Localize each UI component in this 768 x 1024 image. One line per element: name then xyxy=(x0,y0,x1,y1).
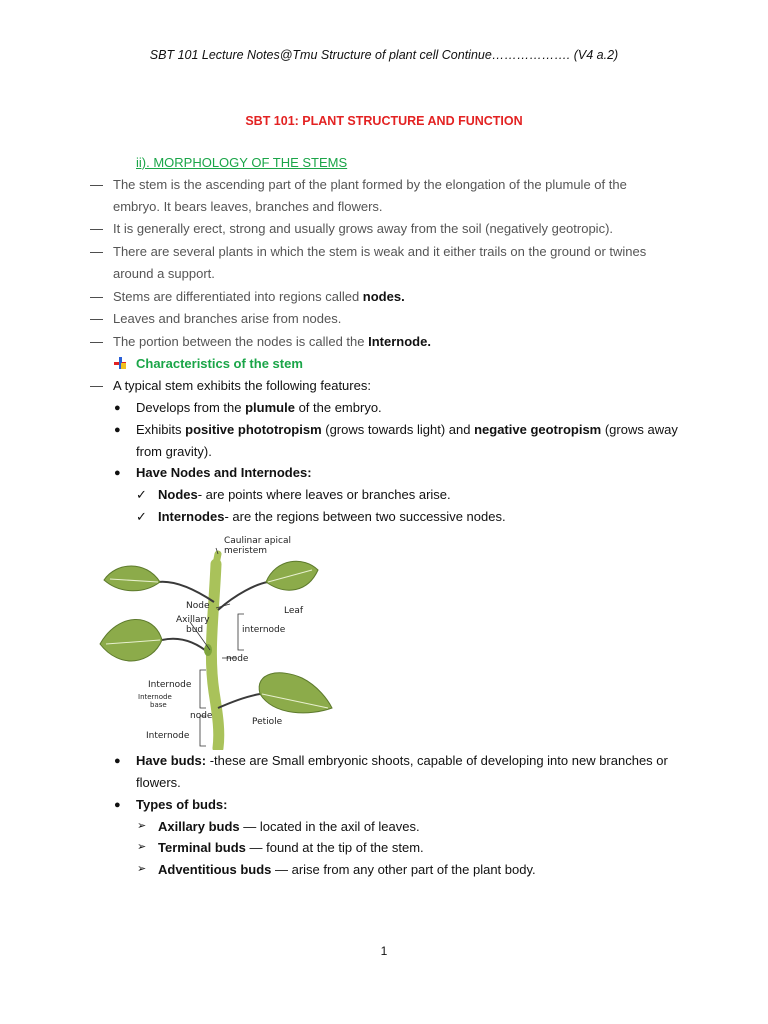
bullet-icon: ● xyxy=(114,799,121,811)
terminal-buds-item: Terminal buds — found at the tip of the stem. xyxy=(158,840,424,855)
bullet-icon: ● xyxy=(114,424,121,436)
document-title: SBT 101: PLANT STRUCTURE AND FUNCTION xyxy=(245,114,523,128)
label-internode-small: internode xyxy=(242,625,286,635)
check-icon: ✓ xyxy=(136,487,147,502)
label-internode-big: Internode xyxy=(148,680,192,690)
dash-marker: — xyxy=(90,334,103,349)
label-leaf: Leaf xyxy=(284,606,304,616)
page-number: 1 xyxy=(380,944,388,958)
morph-line-1b: embryo. It bears leaves, branches and flowers. xyxy=(113,199,383,214)
typical-intro: A typical stem exhibits the following features: xyxy=(113,378,371,393)
leaf-top-left xyxy=(104,566,160,591)
morph-line-3b: around a support. xyxy=(113,266,215,281)
arrow-icon: ➢ xyxy=(137,820,147,832)
label-base-1: Internode xyxy=(138,693,172,701)
morph-line-5: Leaves and branches arise from nodes. xyxy=(113,311,342,326)
dash-marker: — xyxy=(90,244,103,259)
leaf-middle-left xyxy=(100,619,162,660)
types-of-buds-heading: Types of buds: xyxy=(136,797,228,812)
morph-line-1a: The stem is the ascending part of the plant formed by the elongation of the plumule of the xyxy=(113,177,627,192)
morph-line-6: The portion between the nodes is called the Internode. xyxy=(113,334,431,349)
label-axillary-1: Axillary xyxy=(176,615,210,625)
label-axillary-2: bud xyxy=(186,625,204,635)
stem-shape xyxy=(211,564,218,748)
morphology-heading: ii). MORPHOLOGY OF THE STEMS xyxy=(136,155,348,170)
axillary-bud-shape xyxy=(204,644,212,656)
feature-plumule: Develops from the plumule of the embryo. xyxy=(136,400,382,415)
have-buds-line: Have buds: -these are Small embryonic shoots, capable of developing into new branches or xyxy=(136,753,668,768)
feature-tropism-cont: from gravity). xyxy=(136,444,212,459)
label-node-low: node xyxy=(190,711,213,721)
characteristics-heading: Characteristics of the stem xyxy=(136,356,303,371)
page-header: SBT 101 Lecture Notes@Tmu Structure of plant cell Continue………………. (V4 a.2) xyxy=(149,48,619,62)
feature-nodes-heading: Have Nodes and Internodes: xyxy=(136,465,312,480)
check-icon: ✓ xyxy=(136,509,147,524)
adventitious-buds-item: Adventitious buds — arise from any other part of the plant body. xyxy=(158,862,536,877)
nodes-definition: Nodes- are points where leaves or branches arise. xyxy=(158,487,451,502)
label-node-top: Node xyxy=(186,601,210,611)
feature-tropism: Exhibits positive phototropism (grows towards light) and negative geotropism (grows away xyxy=(136,422,678,437)
heading-marker-icon xyxy=(113,356,127,370)
leaf-top-right xyxy=(266,561,318,590)
arrow-icon: ➢ xyxy=(137,863,147,875)
morph-line-4: Stems are differentiated into regions called nodes. xyxy=(113,289,405,304)
arrow-icon: ➢ xyxy=(137,841,147,853)
stem-diagram xyxy=(96,532,336,750)
dash-marker: — xyxy=(90,311,103,326)
label-internode-bottom: Internode xyxy=(146,731,190,741)
internodes-definition: Internodes- are the regions between two successive nodes. xyxy=(158,509,506,524)
morph-line-3a: There are several plants in which the stem is weak and it either trails on the ground or twines xyxy=(113,244,647,259)
bullet-icon: ● xyxy=(114,755,121,767)
label-apical-2: meristem xyxy=(224,546,268,556)
dash-marker: — xyxy=(90,221,103,236)
leaf-lower-right xyxy=(259,673,332,713)
dash-marker: — xyxy=(90,177,103,192)
dash-marker: — xyxy=(90,289,103,304)
axillary-buds-item: Axillary buds — located in the axil of leaves. xyxy=(158,819,420,834)
dash-marker: — xyxy=(90,378,103,393)
label-base-2: base xyxy=(150,701,167,709)
label-petiole: Petiole xyxy=(252,717,283,727)
morph-line-2: It is generally erect, strong and usually grows away from the soil (negatively geotropic). xyxy=(113,221,614,236)
label-apical-1: Caulinar apical xyxy=(224,536,291,546)
have-buds-cont: flowers. xyxy=(136,775,181,790)
bullet-icon: ● xyxy=(114,402,121,414)
bullet-icon: ● xyxy=(114,467,121,479)
apical-tip xyxy=(216,554,218,564)
label-node-mid: node xyxy=(226,654,249,664)
